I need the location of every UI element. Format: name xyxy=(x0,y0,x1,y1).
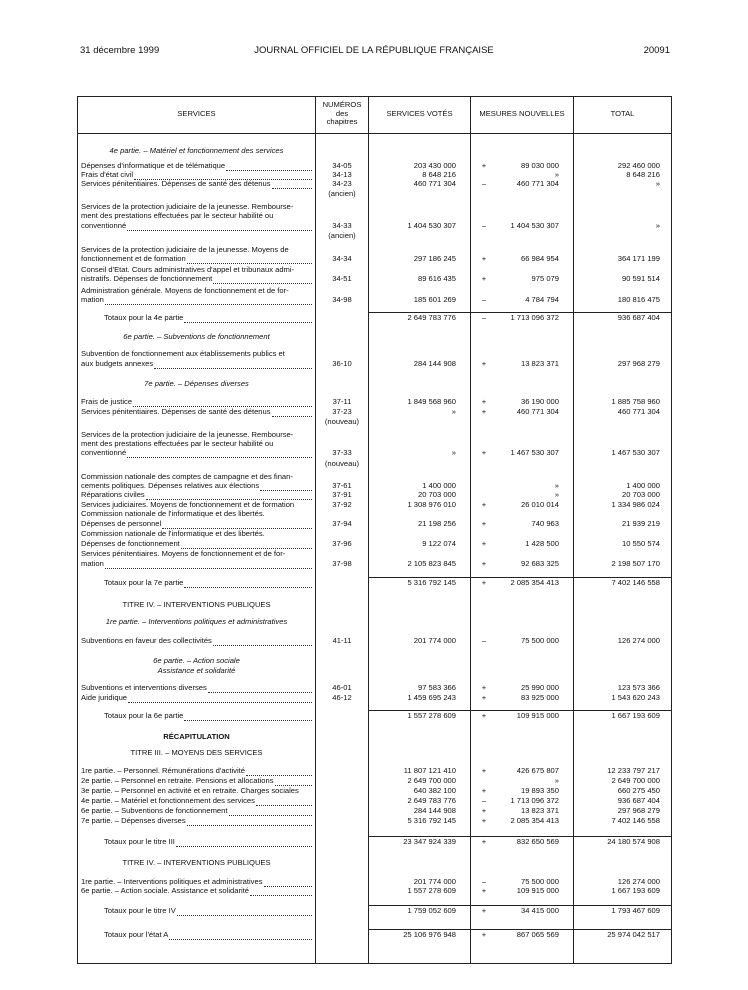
service-label: Administration générale. Moyens de fonctionnement et de for- xyxy=(81,286,289,295)
dot-leader xyxy=(213,283,312,284)
sign: + xyxy=(481,711,487,720)
chapter-number: 37-23 xyxy=(332,407,352,416)
service-label: 3e partie. – Personnel en activité et en retraite. Charges sociales xyxy=(81,786,299,795)
totals-rule xyxy=(369,577,470,578)
mesures-nouvelles-value: » xyxy=(554,776,559,785)
service-label: cements politiques. Dépenses relatives aux élections xyxy=(81,481,260,490)
services-votes-value: 89 616 435 xyxy=(417,274,456,283)
totals-rule xyxy=(471,836,573,837)
dot-leader xyxy=(229,815,312,816)
dot-leader xyxy=(176,846,312,847)
service-label: Subvention de fonctionnement aux établissements publics et xyxy=(81,349,285,358)
sign: – xyxy=(481,313,487,322)
mesures-nouvelles-value: 13 823 371 xyxy=(520,806,559,815)
mesures-nouvelles-value: 975 079 xyxy=(531,274,559,283)
sign: – xyxy=(481,179,487,188)
total-value: 660 275 450 xyxy=(617,786,660,795)
dot-leader xyxy=(208,692,312,693)
chapter-number: 37-94 xyxy=(332,519,352,528)
dot-leader xyxy=(272,416,312,417)
mesures-nouvelles-value: 66 984 954 xyxy=(520,254,559,263)
total-value: 936 687 404 xyxy=(617,313,660,322)
dot-leader xyxy=(256,805,312,806)
services-votes-value: 201 774 000 xyxy=(413,877,456,886)
chapter-number: 34-34 xyxy=(332,254,352,263)
total-value: 460 771 304 xyxy=(617,407,660,416)
services-votes-value: 5 316 792 145 xyxy=(407,816,456,825)
totals-rule xyxy=(369,312,470,313)
dot-leader xyxy=(226,170,312,171)
services-votes-value: 2 649 700 000 xyxy=(407,776,456,785)
totals-rule xyxy=(369,929,470,930)
service-label: Dépenses d'informatique et de télématique xyxy=(81,161,226,170)
table-left-border xyxy=(77,96,78,964)
chapter-number: (ancien) xyxy=(328,231,356,240)
table-header-separator xyxy=(77,133,671,134)
chapter-number: 46-01 xyxy=(332,683,352,692)
total-value: 90 591 514 xyxy=(621,274,660,283)
totals-rule xyxy=(369,710,470,711)
column-header-services-votes: SERVICES VOTÉS xyxy=(386,109,453,118)
mesures-nouvelles-value: 1 467 530 307 xyxy=(510,448,559,457)
dot-leader xyxy=(105,304,312,305)
services-votes-value: 1 557 278 609 xyxy=(407,711,456,720)
total-value: 21 939 219 xyxy=(621,519,660,528)
service-label: Services de la protection judiciaire de la jeunesse. Moyens de xyxy=(81,245,289,254)
total-value: 297 968 279 xyxy=(617,806,660,815)
services-votes-value: » xyxy=(451,407,456,416)
sign: + xyxy=(481,806,487,815)
column-header-numeros: NUMÉROS xyxy=(322,100,362,109)
sign: + xyxy=(481,448,487,457)
mesures-nouvelles-value: » xyxy=(554,170,559,179)
service-label: Aide juridique xyxy=(81,693,128,702)
total-value: 297 968 279 xyxy=(617,359,660,368)
service-label: 1re partie. – Interventions politiques et administratives xyxy=(81,877,263,886)
service-label: Services pénitentiaires. Moyens de fonctionnement et de for- xyxy=(81,549,286,558)
total-value: 24 180 574 908 xyxy=(607,837,660,846)
mesures-nouvelles-value: 83 925 000 xyxy=(520,693,559,702)
sign: + xyxy=(481,500,487,509)
total-value: 7 402 146 558 xyxy=(611,816,660,825)
chapter-number: 37-91 xyxy=(332,490,352,499)
mesures-nouvelles-value: 19 893 350 xyxy=(520,786,559,795)
chapter-number: 37-33 xyxy=(332,448,352,457)
dot-leader xyxy=(187,263,312,264)
sign: – xyxy=(481,221,487,230)
sign: + xyxy=(481,539,487,548)
mesures-nouvelles-value: 832 650 569 xyxy=(516,837,559,846)
total-value: 1 885 758 960 xyxy=(611,397,660,406)
mesures-nouvelles-value: 36 190 000 xyxy=(520,397,559,406)
total-value: 1 667 193 609 xyxy=(611,886,660,895)
sign: + xyxy=(481,559,487,568)
service-label: 1re partie. – Personnel. Rémunérations d'activité xyxy=(81,766,245,775)
totals-rule xyxy=(471,710,573,711)
service-label: Dépenses de fonctionnement xyxy=(81,539,180,548)
totals-rule xyxy=(574,577,671,578)
services-votes-value: 20 703 000 xyxy=(417,490,456,499)
totals-rule xyxy=(574,929,671,930)
chapter-number: 46-12 xyxy=(332,693,352,702)
total-value: 2 198 507 170 xyxy=(611,559,660,568)
mesures-nouvelles-value: 75 500 000 xyxy=(520,636,559,645)
chapter-number: 37-98 xyxy=(332,559,352,568)
services-votes-value: 297 186 245 xyxy=(413,254,456,263)
service-label: 4e partie. – Matériel et fonctionnement des services xyxy=(81,796,255,805)
sign: – xyxy=(481,877,487,886)
sign: – xyxy=(481,796,487,805)
service-label: 6e partie. – Action sociale. Assistance et solidarité xyxy=(81,886,249,895)
services-votes-value: 185 601 269 xyxy=(413,295,456,304)
services-votes-value: 23 347 924 339 xyxy=(403,837,456,846)
totals-rule xyxy=(574,836,671,837)
mesures-nouvelles-value: 460 771 304 xyxy=(516,179,559,188)
total-value: 364 171 199 xyxy=(617,254,660,263)
sign: + xyxy=(481,254,487,263)
dot-leader xyxy=(127,457,312,458)
dot-leader xyxy=(128,702,312,703)
service-label: Frais de justice xyxy=(81,397,133,406)
service-label: Subventions en faveur des collectivités xyxy=(81,636,212,645)
header-page-number: 20091 xyxy=(643,45,670,56)
services-votes-value: 9 122 074 xyxy=(422,539,456,548)
mesures-nouvelles-value: 460 771 304 xyxy=(516,407,559,416)
total-value: 126 274 000 xyxy=(617,636,660,645)
total-value: 180 816 475 xyxy=(617,295,660,304)
services-votes-value: 1 557 278 609 xyxy=(407,886,456,895)
chapter-number: 36-10 xyxy=(332,359,352,368)
dot-leader xyxy=(169,939,312,940)
sign: – xyxy=(481,295,487,304)
mesures-nouvelles-value: 92 683 325 xyxy=(520,559,559,568)
totals-label: Totaux pour la 7e partie xyxy=(104,578,184,587)
dot-leader xyxy=(213,645,312,646)
total-value: 7 402 146 558 xyxy=(611,578,660,587)
totals-rule xyxy=(369,905,470,906)
service-label: conventionné xyxy=(81,221,127,230)
sign: – xyxy=(481,636,487,645)
totals-label: Totaux pour le titre III xyxy=(104,837,175,846)
service-label: Réparations civiles xyxy=(81,490,145,499)
service-label: conventionné xyxy=(81,448,127,457)
title-heading: TITRE III. – MOYENS DES SERVICES xyxy=(130,748,263,757)
mesures-nouvelles-value: 13 823 371 xyxy=(520,359,559,368)
dot-leader xyxy=(260,490,312,491)
dot-leader xyxy=(184,322,312,323)
chapter-number: 34-05 xyxy=(332,161,352,170)
service-label: mation xyxy=(81,295,104,304)
column-header-numeros: des xyxy=(335,109,349,118)
totals-rule xyxy=(471,929,573,930)
total-value: » xyxy=(655,179,660,188)
total-value: 10 550 574 xyxy=(621,539,660,548)
services-votes-value: 1 308 976 010 xyxy=(407,500,456,509)
dot-leader xyxy=(154,368,312,369)
totals-label: Totaux pour la 6e partie xyxy=(104,711,184,720)
totals-label: Totaux pour le titre IV xyxy=(104,906,176,915)
totals-label: Totaux pour l'état A xyxy=(104,930,169,939)
chapter-number: 37-61 xyxy=(332,481,352,490)
total-value: 936 687 404 xyxy=(617,796,660,805)
mesures-nouvelles-value: 1 713 096 372 xyxy=(510,313,559,322)
mesures-nouvelles-value: 89 030 000 xyxy=(520,161,559,170)
total-value: 292 460 000 xyxy=(617,161,660,170)
service-label: Commission nationale de l'informatique et des libertés. xyxy=(81,529,265,538)
totals-rule xyxy=(369,836,470,837)
services-votes-value: 284 144 908 xyxy=(413,359,456,368)
service-label: ment des prestations effectuées par le secteur habilité ou xyxy=(81,439,274,448)
services-votes-value: 5 316 792 145 xyxy=(407,578,456,587)
total-value: 25 974 042 517 xyxy=(607,930,660,939)
header-title: JOURNAL OFFICIEL DE LA RÉPUBLIQUE FRANÇAISE xyxy=(254,45,494,56)
services-votes-value: 201 774 000 xyxy=(413,636,456,645)
sign: + xyxy=(481,407,487,416)
services-votes-value: 8 648 216 xyxy=(422,170,456,179)
totals-rule xyxy=(471,577,573,578)
total-value: 12 233 797 217 xyxy=(607,766,660,775)
mesures-nouvelles-value: 75 500 000 xyxy=(520,877,559,886)
chapter-number: 37-92 xyxy=(332,500,352,509)
service-label: Commission nationale de l'informatique et des libertés. xyxy=(81,509,265,518)
services-votes-value: 2 105 823 845 xyxy=(407,559,456,568)
sign: + xyxy=(481,886,487,895)
section-heading: 1re partie. – Interventions politiques et administratives xyxy=(105,617,288,626)
chapter-number: 34-51 xyxy=(332,274,352,283)
service-label: Services pénitentiaires. Dépenses de santé des détenus xyxy=(81,179,271,188)
mesures-nouvelles-value: » xyxy=(554,481,559,490)
dot-leader xyxy=(184,587,312,588)
services-votes-value: 284 144 908 xyxy=(413,806,456,815)
services-votes-value: 11 807 121 410 xyxy=(403,766,456,775)
mesures-nouvelles-value: 1 713 096 372 xyxy=(510,796,559,805)
column-header-services: SERVICES xyxy=(177,109,216,118)
totals-rule xyxy=(574,710,671,711)
sign: + xyxy=(481,766,487,775)
totals-label: Totaux pour la 4e partie xyxy=(104,313,184,322)
service-label: Conseil d'Etat. Cours administratives d'appel et tribunaux admi- xyxy=(81,265,295,274)
service-label: 7e partie. – Dépenses diverses xyxy=(81,816,186,825)
chapter-number: 41-11 xyxy=(332,636,352,645)
dot-leader xyxy=(264,886,312,887)
services-votes-value: 21 198 256 xyxy=(417,519,456,528)
total-value: 1 667 193 609 xyxy=(611,711,660,720)
total-value: 2 649 700 000 xyxy=(611,776,660,785)
service-label: Frais d'état civil xyxy=(81,170,134,179)
total-value: » xyxy=(655,221,660,230)
mesures-nouvelles-value: 426 675 807 xyxy=(516,766,559,775)
section-heading: 6e partie. – Action sociale xyxy=(153,656,240,665)
chapter-number: 34-33 xyxy=(332,221,352,230)
service-label: Services judiciaires. Moyens de fonctionnement et de formation xyxy=(81,500,295,509)
column-header-numeros: chapitres xyxy=(326,117,358,126)
mesures-nouvelles-value: 4 784 794 xyxy=(525,295,559,304)
sign: + xyxy=(481,274,487,283)
dot-leader xyxy=(250,895,312,896)
total-value: 1 400 000 xyxy=(626,481,660,490)
service-label: fonctionnement et de formation xyxy=(81,254,186,263)
totals-rule xyxy=(574,905,671,906)
service-label: aux budgets annexes xyxy=(81,359,154,368)
service-label: Services de la protection judiciaire de la jeunesse. Rembourse- xyxy=(81,430,294,439)
column-header-total: TOTAL xyxy=(610,109,635,118)
chapter-number: 37-11 xyxy=(332,397,352,406)
totals-rule xyxy=(471,905,573,906)
mesures-nouvelles-value: » xyxy=(554,490,559,499)
chapter-number: 34-13 xyxy=(332,170,352,179)
service-label: Commission nationale des comptes de campagne et des finan- xyxy=(81,472,293,481)
dot-leader xyxy=(177,915,312,916)
mesures-nouvelles-value: 34 415 000 xyxy=(520,906,559,915)
service-label: ment des prestations effectuées par le secteur habilité ou xyxy=(81,211,274,220)
section-heading: 4e partie. – Matériel et fonctionnement des services xyxy=(109,146,284,155)
service-label: mation xyxy=(81,559,104,568)
mesures-nouvelles-value: 2 085 354 413 xyxy=(510,578,559,587)
section-heading: 6e partie. – Subventions de fonctionnement xyxy=(123,332,270,341)
mesures-nouvelles-value: 1 404 530 307 xyxy=(510,221,559,230)
section-heading: Assistance et solidarité xyxy=(157,666,236,675)
sign: + xyxy=(481,578,487,587)
services-votes-value: 1 404 530 307 xyxy=(407,221,456,230)
services-votes-value: 1 759 052 609 xyxy=(407,906,456,915)
sign: + xyxy=(481,519,487,528)
total-value: 123 573 366 xyxy=(617,683,660,692)
table-bottom-border xyxy=(77,963,671,964)
column-divider xyxy=(470,96,471,964)
title-heading: TITRE IV. – INTERVENTIONS PUBLIQUES xyxy=(122,600,271,609)
total-value: 20 703 000 xyxy=(621,490,660,499)
dot-leader xyxy=(184,720,312,721)
mesures-nouvelles-value: 1 428 500 xyxy=(525,539,559,548)
mesures-nouvelles-value: 26 010 014 xyxy=(520,500,559,509)
sign: + xyxy=(481,397,487,406)
section-heading: 7e partie. – Dépenses diverses xyxy=(144,379,249,388)
total-value: 126 274 000 xyxy=(617,877,660,886)
chapter-number: 34-98 xyxy=(332,295,352,304)
total-value: 1 543 620 243 xyxy=(611,693,660,702)
dot-leader xyxy=(105,568,312,569)
totals-rule xyxy=(574,312,671,313)
title-heading: RÉCAPITULATION xyxy=(163,732,230,741)
service-label: Dépenses de personnel xyxy=(81,519,162,528)
sign: + xyxy=(481,359,487,368)
sign: + xyxy=(481,786,487,795)
chapter-number: 37-96 xyxy=(332,539,352,548)
sign: + xyxy=(481,930,487,939)
service-label: Subventions et interventions diverses xyxy=(81,683,207,692)
total-value: 1 793 467 609 xyxy=(611,906,660,915)
mesures-nouvelles-value: 2 085 354 413 xyxy=(510,816,559,825)
sign: + xyxy=(481,693,487,702)
chapter-number: (ancien) xyxy=(328,189,356,198)
chapter-number: 34-23 xyxy=(332,179,352,188)
services-votes-value: 1 400 000 xyxy=(422,481,456,490)
title-heading: TITRE IV. – INTERVENTIONS PUBLIQUES xyxy=(122,858,271,867)
service-label: Services de la protection judiciaire de la jeunesse. Rembourse- xyxy=(81,202,294,211)
table-right-border xyxy=(671,96,672,964)
sign: + xyxy=(481,816,487,825)
mesures-nouvelles-value: 740 963 xyxy=(531,519,559,528)
dot-leader xyxy=(187,825,312,826)
total-value: 1 334 986 024 xyxy=(611,500,660,509)
mesures-nouvelles-value: 867 065 569 xyxy=(516,930,559,939)
service-label: 2e partie. – Personnel en retraite. Pensions et allocations xyxy=(81,776,274,785)
dot-leader xyxy=(272,188,312,189)
chapter-number: (nouveau) xyxy=(324,459,360,468)
services-votes-value: 1 849 568 960 xyxy=(407,397,456,406)
services-votes-value: 25 106 976 948 xyxy=(403,930,456,939)
dot-leader xyxy=(127,230,312,231)
total-value: 8 648 216 xyxy=(626,170,660,179)
mesures-nouvelles-value: 109 915 000 xyxy=(516,711,559,720)
service-label: 6e partie. – Subventions de fonctionnement xyxy=(81,806,228,815)
sign: + xyxy=(481,161,487,170)
sign: + xyxy=(481,837,487,846)
services-votes-value: 1 459 695 243 xyxy=(407,693,456,702)
mesures-nouvelles-value: 109 915 000 xyxy=(516,886,559,895)
services-votes-value: 97 583 366 xyxy=(417,683,456,692)
table-top-border xyxy=(77,96,671,97)
chapter-number: (nouveau) xyxy=(324,417,360,426)
services-votes-value: 203 430 000 xyxy=(413,161,456,170)
totals-rule xyxy=(471,312,573,313)
header-date: 31 décembre 1999 xyxy=(80,45,160,56)
service-label: nistratifs. Dépenses de fonctionnement xyxy=(81,274,213,283)
services-votes-value: 460 771 304 xyxy=(413,179,456,188)
column-header-mesures-nouvelles: MESURES NOUVELLES xyxy=(479,109,565,118)
services-votes-value: » xyxy=(451,448,456,457)
service-label: Services pénitentiaires. Dépenses de santé des détenus xyxy=(81,407,271,416)
services-votes-value: 2 649 783 776 xyxy=(407,796,456,805)
services-votes-value: 2 649 783 776 xyxy=(407,313,456,322)
sign: + xyxy=(481,906,487,915)
sign: + xyxy=(481,683,487,692)
services-votes-value: 640 382 100 xyxy=(413,786,456,795)
mesures-nouvelles-value: 25 990 000 xyxy=(520,683,559,692)
total-value: 1 467 530 307 xyxy=(611,448,660,457)
